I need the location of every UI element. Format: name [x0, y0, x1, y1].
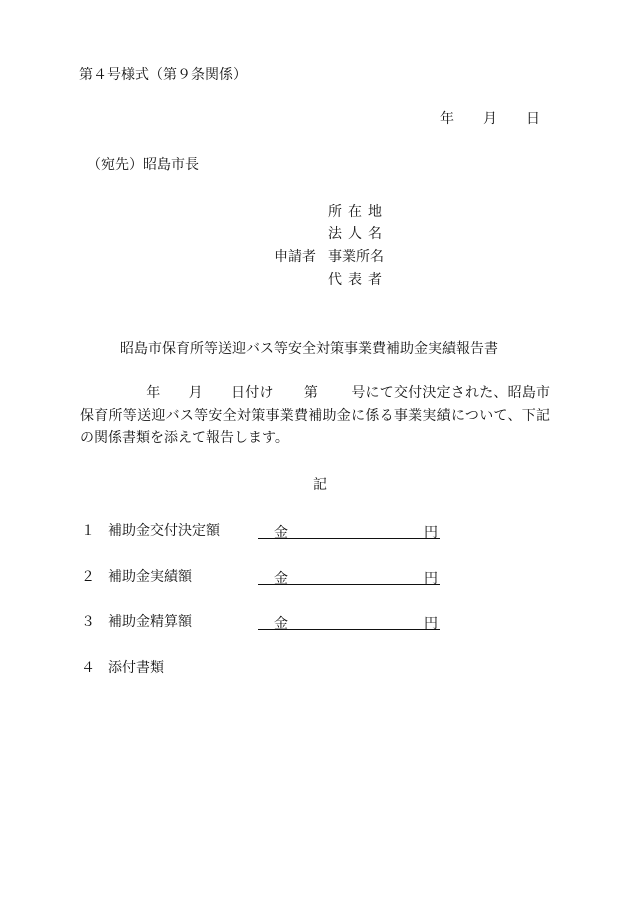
- ki-heading: 記: [313, 477, 327, 493]
- item-label: 補助金交付決定額: [108, 523, 220, 539]
- addressee: （宛先）昭島市長: [87, 157, 199, 173]
- body-month-label: 月: [188, 385, 203, 401]
- item-label: 添付書類: [108, 660, 164, 676]
- date-year-label: 年: [440, 111, 454, 127]
- applicant-field-corporation: 法人名: [328, 226, 388, 242]
- amount-suffix: 円: [424, 616, 438, 632]
- item-label: 補助金実績額: [108, 569, 192, 585]
- amount-suffix: 円: [424, 525, 438, 541]
- applicant-field-address: 所在地: [328, 204, 388, 220]
- amount-field: [258, 522, 440, 539]
- body-dai-label: 第: [303, 385, 319, 401]
- body-text: 号にて交付決定された、昭島市保育所等送迎バス等安全対策事業費補助金に係る事業実績について、下記の関係書類を添えて報告します。: [80, 385, 551, 446]
- item-label: 補助金精算額: [108, 614, 192, 630]
- amount-field: [258, 568, 440, 585]
- applicant-role-label: 申請者: [274, 249, 316, 265]
- amount-prefix: 金: [274, 616, 288, 632]
- form-number: 第４号様式（第９条関係）: [79, 67, 247, 83]
- body-year-label: 年: [146, 385, 161, 401]
- body-paragraph: [80, 382, 550, 450]
- item-number: ４: [81, 660, 95, 676]
- document-title: 昭島市保育所等送迎バス等安全対策事業費補助金実績報告書: [120, 341, 498, 357]
- date-day-label: 日: [526, 111, 540, 127]
- amount-prefix: 金: [274, 571, 288, 587]
- date-month-label: 月: [483, 111, 497, 127]
- item-number: ３: [81, 614, 95, 630]
- item-number: ２: [81, 569, 95, 585]
- amount-prefix: 金: [274, 525, 288, 541]
- amount-field: [258, 613, 440, 630]
- applicant-field-representative: 代表者: [328, 272, 388, 288]
- applicant-field-office: 事業所名: [328, 249, 384, 265]
- amount-suffix: 円: [424, 571, 438, 587]
- item-number: １: [81, 523, 95, 539]
- body-date-suffix: 日付け: [230, 385, 274, 401]
